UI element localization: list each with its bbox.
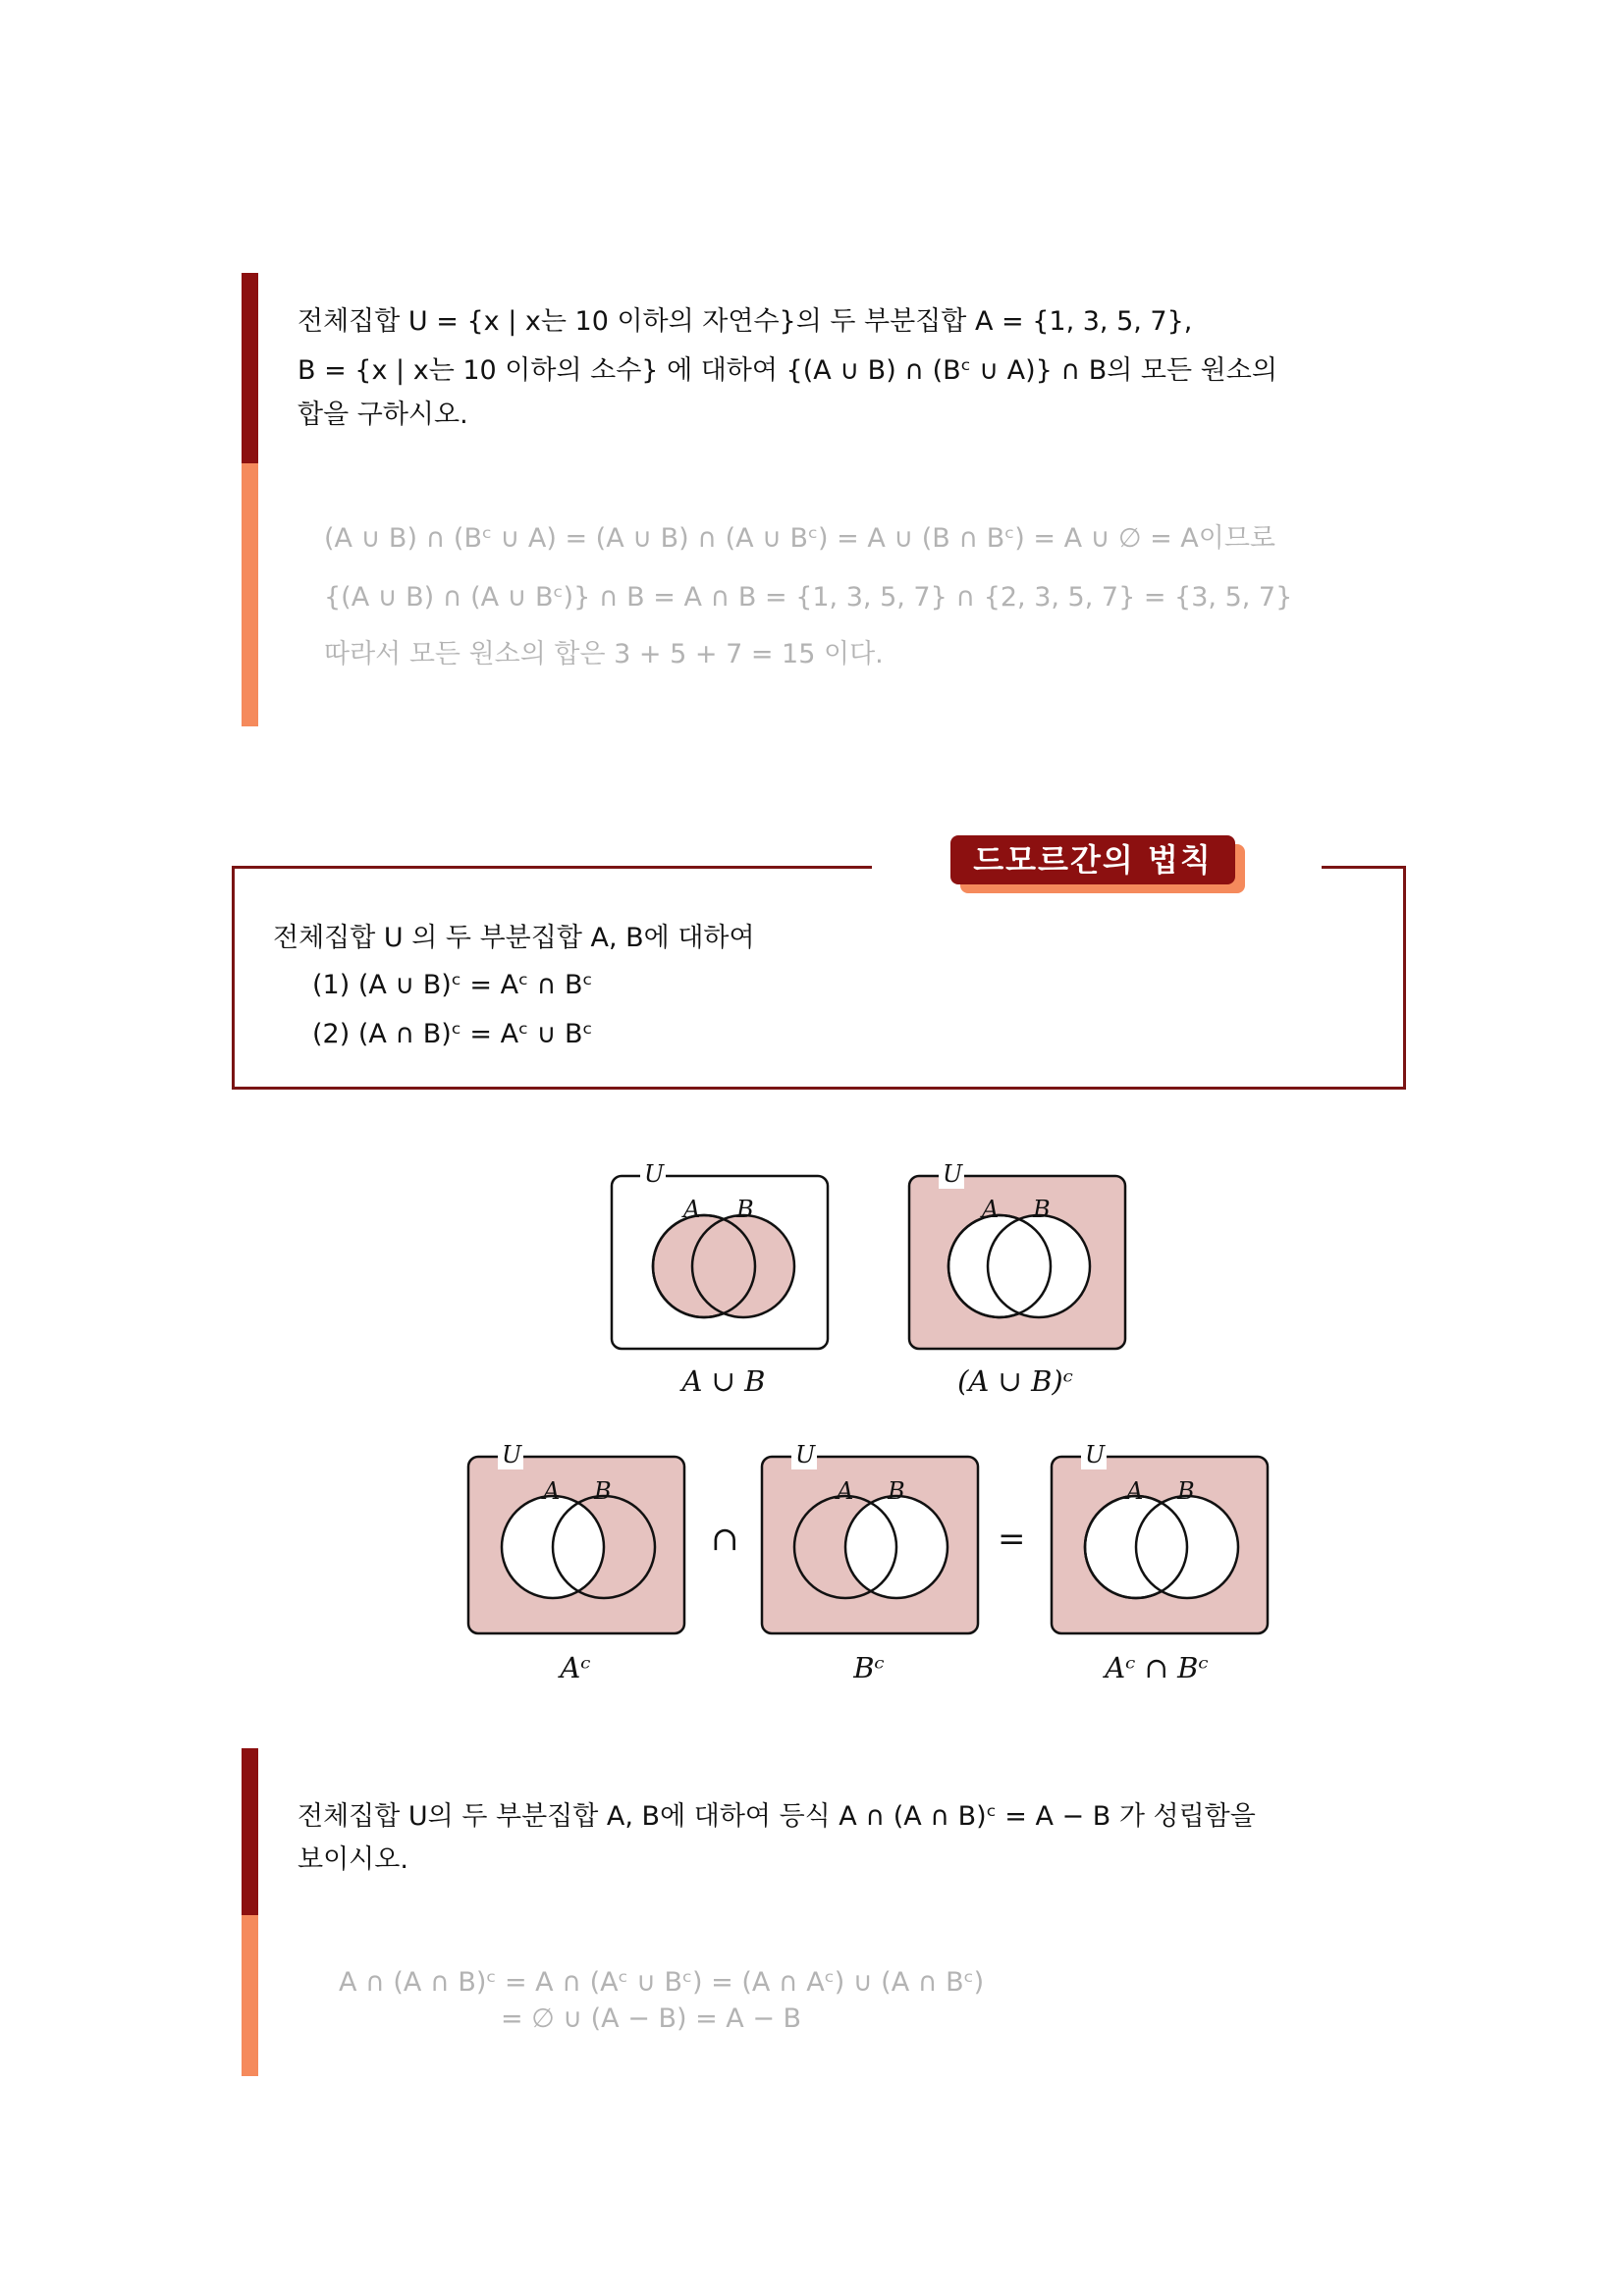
venn4-a-label: A (837, 1477, 854, 1505)
venn1-u-label: U (644, 1160, 665, 1188)
venn-caption-union: A ∪ B (681, 1364, 766, 1398)
problem-2-accent-bar (242, 1748, 258, 1915)
problem-2-question-line-2: 보이시오. (298, 1844, 408, 1875)
venn5-b-label: B (1177, 1477, 1195, 1505)
theorem-law-2: (2) (A ∩ B)ᶜ = Aᶜ ∪ Bᶜ (312, 1019, 593, 1049)
venn-caption-complement-intersection: Aᶜ ∩ Bᶜ (1105, 1651, 1209, 1684)
venn4-u-label: U (795, 1441, 816, 1468)
venn1-a-label: A (683, 1196, 701, 1223)
theorem-tag: 드모르간의 법칙 (950, 835, 1235, 884)
venn3-a-label: A (543, 1477, 561, 1505)
venn-union-complement (909, 1176, 1125, 1349)
venn-b-complement (762, 1457, 978, 1633)
problem-2-question-line-1: 전체집합 U의 두 부분집합 A, B에 대하여 등식 A ∩ (A ∩ B)ᶜ = A − B 가 성립함을 (298, 1801, 1256, 1832)
problem-1-solution-line-3: 따라서 모든 원소의 합은 3 + 5 + 7 = 15 이다. (324, 639, 884, 669)
venn-union (612, 1176, 828, 1349)
venn2-b-label: B (1033, 1196, 1051, 1223)
venn-complement-intersection (1052, 1457, 1268, 1633)
venn2-a-label: A (982, 1196, 1000, 1223)
venn-caption-b-complement: Bᶜ (853, 1651, 885, 1684)
venn1-b-label: B (736, 1196, 754, 1223)
venn-caption-a-complement: Aᶜ (560, 1651, 591, 1684)
venn-a-complement (468, 1457, 684, 1633)
problem-1-solution-line-1: (A ∪ B) ∩ (Bᶜ ∪ A) = (A ∪ B) ∩ (A ∪ Bᶜ) = A ∪ (B ∩ Bᶜ) = A ∪ ∅ = A이므로 (324, 523, 1276, 554)
theorem-intro: 전체집합 U 의 두 부분집합 A, B에 대하여 (273, 923, 755, 953)
problem-1-question-line-1: 전체집합 U = {x | x는 10 이하의 자연수}의 두 부분집합 A = {1, 3, 5, 7}, (298, 306, 1193, 337)
venn3-b-label: B (594, 1477, 612, 1505)
venn-intersect-operator: ∩ (711, 1520, 739, 1559)
problem-1-question-line-3: 합을 구하시오. (298, 400, 468, 430)
problem-2-solution-bar (242, 1915, 258, 2076)
venn5-a-label: A (1126, 1477, 1144, 1505)
problem-1-solution-line-2: {(A ∪ B) ∩ (A ∪ Bᶜ)} ∩ B = A ∩ B = {1, 3, 5, 7} ∩ {2, 3, 5, 7} = {3, 5, 7} (324, 582, 1293, 613)
venn-caption-union-complement: (A ∪ B)ᶜ (957, 1364, 1073, 1398)
theorem-law-1: (1) (A ∪ B)ᶜ = Aᶜ ∩ Bᶜ (312, 970, 593, 1000)
venn-equals-operator: = (998, 1520, 1026, 1559)
problem-1-question-line-2: B = {x | x는 10 이하의 소수} 에 대하여 {(A ∪ B) ∩ (Bᶜ ∪ A)} ∩ B의 모든 원소의 (298, 355, 1277, 386)
venn5-u-label: U (1085, 1441, 1106, 1468)
problem-2-solution-line-1: A ∩ (A ∩ B)ᶜ = A ∩ (Aᶜ ∪ Bᶜ) = (A ∩ Aᶜ) ∪ (A ∩ Bᶜ) (339, 1967, 985, 1998)
venn3-u-label: U (502, 1441, 522, 1468)
venn4-b-label: B (888, 1477, 905, 1505)
problem-2-solution-line-2: = ∅ ∪ (A − B) = A − B (501, 2003, 802, 2034)
venn2-u-label: U (943, 1160, 963, 1188)
